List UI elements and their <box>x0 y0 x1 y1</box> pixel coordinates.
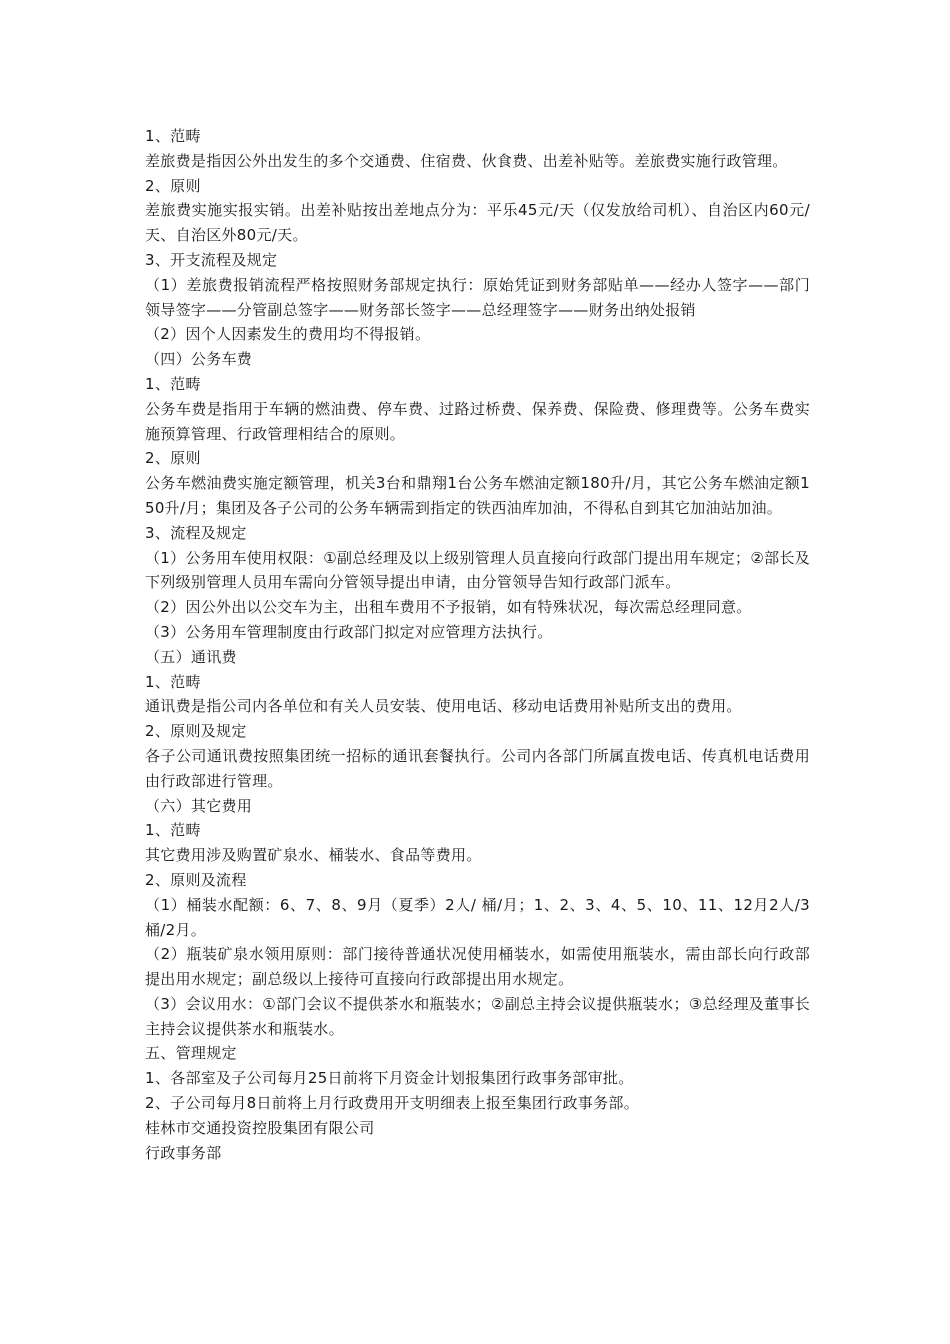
paragraph-travel-principle: 差旅费实施实报实销。出差补贴按出差地点分为：平乐45元/天（仅发放给司机）、自治区内60元/天、自治区外80元/天。 <box>145 201 810 245</box>
heading-principle-process: 2、原则及流程 <box>145 870 247 889</box>
heading-scope: 1、范畴 <box>145 374 201 393</box>
section-heading-vehicle: （四）公务车费 <box>145 350 253 369</box>
paragraph-personal-expenses: （2）因个人因素发生的费用均不得报销。 <box>145 325 431 344</box>
document-body <box>145 124 810 1165</box>
paragraph-meeting-water: （3）会议用水：①部门会议不提供茶水和瓶装水；②副总主持会议提供瓶装水；③总经理及董事长主持会议提供茶水和瓶装水。 <box>145 994 810 1038</box>
paragraph-communication-definition: 通讯费是指公司内各单位和有关人员安装、使用电话、移动电话费用补贴所支出的费用。 <box>145 697 742 716</box>
paragraph-vehicle-permission: （1）公务用车使用权限：①副总经理及以上级别管理人员直接向行政部门提出用车规定；②部长及下列级别管理人员用车需向分管领导提出申请，由分管领导告知行政部门派车。 <box>145 548 810 592</box>
paragraph-bottled-water-rule: （2）瓶装矿泉水领用原则：部门接待普通状况使用桶装水，如需使用瓶装水，需由部长向行政部提出用水规定；副总级以上接待可直接向行政部提出用水规定。 <box>145 945 810 989</box>
heading-scope: 1、范畴 <box>145 672 201 691</box>
paragraph-communication-rules: 各子公司通讯费按照集团统一招标的通讯套餐执行。公司内各部门所属直拨电话、传真机电话费用由行政部进行管理。 <box>145 746 810 790</box>
heading-scope: 1、范畴 <box>145 127 201 145</box>
section-heading-other: （六）其它费用 <box>145 796 253 815</box>
paragraph-taxi-policy: （2）因公外出以公交车为主，出租车费用不予报销，如有特殊状况，每次需总经理同意。 <box>145 598 752 617</box>
heading-principle-rules: 2、原则及规定 <box>145 722 247 741</box>
paragraph-fund-plan: 1、各部室及子公司每月25日前将下月资金计划报集团行政事务部审批。 <box>145 1069 634 1088</box>
heading-process-rules: 3、流程及规定 <box>145 523 247 542</box>
heading-scope: 1、范畴 <box>145 821 201 840</box>
paragraph-vehicle-management: （3）公务用车管理制度由行政部门拟定对应管理方法执行。 <box>145 622 553 641</box>
signature-company: 桂林市交通投资控股集团有限公司 <box>145 1118 375 1137</box>
paragraph-barrel-water-quota: （1）桶装水配额：6、7、8、9月（夏季）2人/ 桶/月；1、2、3、4、5、10、11、12月2人/3桶/2月。 <box>145 895 810 939</box>
paragraph-travel-definition: 差旅费是指因公外出发生的多个交通费、住宿费、伙食费、出差补贴等。差旅费实施行政管理。 <box>145 151 788 170</box>
section-heading-management: 五、管理规定 <box>145 1044 237 1063</box>
signature-department: 行政事务部 <box>145 1143 222 1162</box>
paragraph-expense-report: 2、子公司每月8日前将上月行政费用开支明细表上报至集团行政事务部。 <box>145 1094 639 1113</box>
paragraph-vehicle-definition: 公务车费是指用于车辆的燃油费、停车费、过路过桥费、保养费、保险费、修理费等。公务车费实施预算管理、行政管理相结合的原则。 <box>145 399 810 443</box>
paragraph-other-definition: 其它费用涉及购置矿泉水、桶装水、食品等费用。 <box>145 846 482 865</box>
paragraph-reimbursement-flow: （1）差旅费报销流程严格按照财务部规定执行：原始凭证到财务部贴单——经办人签字——部门领导签字——分管副总签字——财务部长签字——总经理签字——财务出纳处报销 <box>145 275 810 319</box>
heading-principle: 2、原则 <box>145 176 201 195</box>
section-heading-communication: （五）通讯费 <box>145 647 237 666</box>
heading-expense-process: 3、开支流程及规定 <box>145 250 278 269</box>
heading-principle: 2、原则 <box>145 449 201 468</box>
paragraph-fuel-quota: 公务车燃油费实施定额管理，机关3台和鼎翔1台公务车燃油定额180升/月，其它公务车燃油定额150升/月；集团及各子公司的公务车辆需到指定的铁西油库加油，不得私自到其它加油站加油。 <box>145 474 810 517</box>
